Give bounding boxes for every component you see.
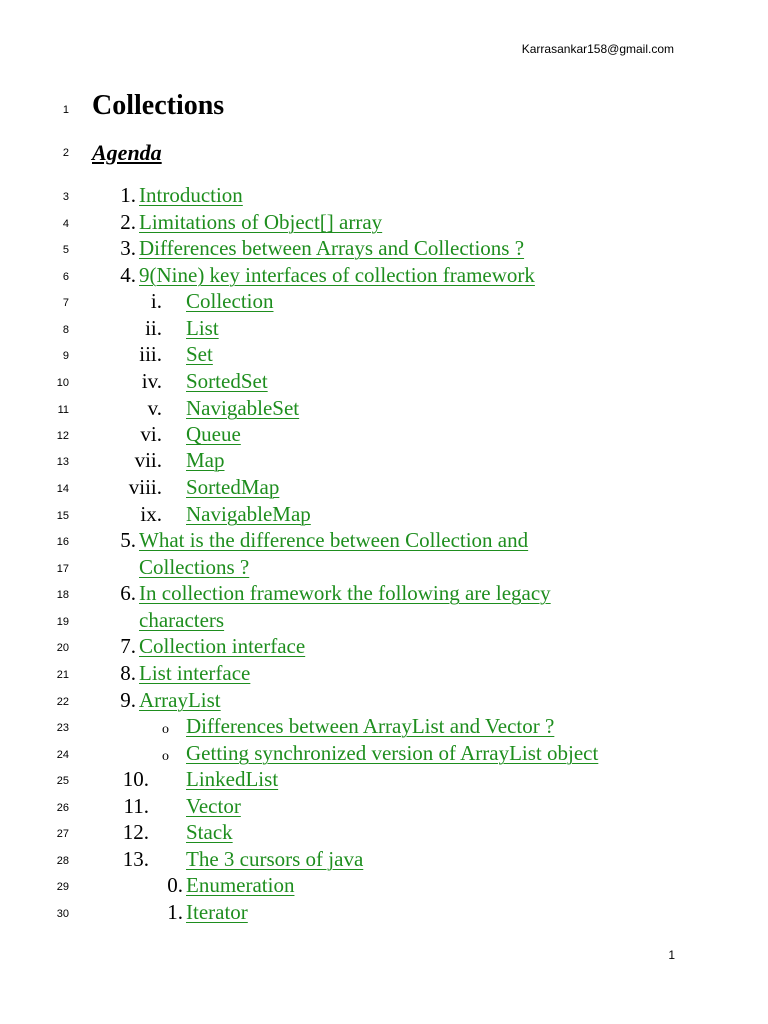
- toc-marker: 13.: [122, 847, 149, 871]
- toc-marker: vi.: [140, 422, 162, 446]
- toc-marker: 5.: [120, 528, 136, 552]
- toc-marker: 12.: [122, 820, 149, 844]
- agenda-heading: Agenda: [92, 140, 162, 165]
- page-number: 1: [668, 948, 675, 962]
- toc-marker: 11.: [123, 794, 149, 818]
- toc-link[interactable]: List interface: [139, 661, 251, 685]
- page-title: Collections: [92, 90, 225, 121]
- line-number: 30: [56, 908, 69, 920]
- line-number: 11: [57, 404, 69, 416]
- toc-marker: ii.: [145, 316, 162, 340]
- toc-marker: 0.: [167, 873, 183, 897]
- toc-marker: iii.: [139, 342, 162, 366]
- line-number: 2: [62, 147, 69, 159]
- line-number: 15: [56, 510, 69, 522]
- line-number: 5: [62, 244, 69, 256]
- toc-marker: v.: [147, 396, 162, 420]
- bullet-icon: o: [162, 749, 169, 764]
- toc-link[interactable]: Differences between ArrayList and Vector ?: [186, 714, 555, 738]
- toc-marker: 10.: [122, 767, 149, 791]
- line-number: 29: [56, 881, 69, 893]
- toc-link[interactable]: Collection interface: [139, 634, 306, 658]
- toc-marker: 1.: [167, 900, 183, 924]
- toc-link[interactable]: Map: [186, 448, 225, 472]
- toc-link[interactable]: Queue: [186, 422, 241, 446]
- line-number: 4: [62, 218, 69, 230]
- line-number: 22: [56, 696, 69, 708]
- toc-marker: 4.: [120, 263, 136, 287]
- toc-link[interactable]: 9(Nine) key interfaces of collection framework: [139, 263, 535, 287]
- toc-marker: vii.: [134, 448, 162, 472]
- line-number: 16: [56, 536, 69, 548]
- line-number: 7: [62, 297, 69, 309]
- toc-marker: 2.: [120, 210, 136, 234]
- line-number: 14: [56, 483, 69, 495]
- toc-link[interactable]: Set: [186, 342, 213, 366]
- line-number: 1: [62, 104, 69, 116]
- line-number: 19: [56, 616, 69, 628]
- toc-link[interactable]: Introduction: [139, 183, 243, 207]
- toc-marker: 3.: [120, 236, 136, 260]
- toc-link[interactable]: Enumeration: [186, 873, 295, 897]
- toc-marker: 9.: [120, 688, 136, 712]
- toc-marker: ix.: [140, 502, 162, 526]
- line-number: 21: [56, 669, 69, 681]
- toc-marker: viii.: [128, 475, 162, 499]
- toc-marker: 1.: [120, 183, 136, 207]
- toc-link[interactable]: ArrayList: [139, 688, 221, 712]
- line-number: 27: [56, 828, 69, 840]
- toc-link[interactable]: SortedSet: [186, 369, 268, 393]
- line-number: 28: [56, 855, 69, 867]
- toc-marker: i.: [150, 289, 162, 313]
- toc-marker: 8.: [120, 661, 136, 685]
- toc-link[interactable]: NavigableSet: [186, 396, 300, 420]
- line-number: 13: [56, 456, 69, 468]
- line-number: 20: [56, 642, 69, 654]
- line-number: 6: [62, 271, 69, 283]
- toc-link[interactable]: Getting synchronized version of ArrayList object: [186, 741, 599, 765]
- line-number: 8: [62, 324, 69, 336]
- toc-link[interactable]: NavigableMap: [186, 502, 311, 526]
- line-number: 23: [56, 722, 69, 734]
- toc-link[interactable]: Collections ?: [139, 555, 250, 579]
- line-number: 18: [56, 589, 69, 601]
- toc-link[interactable]: Iterator: [186, 900, 248, 924]
- toc-link[interactable]: Collection: [186, 289, 274, 313]
- line-number: 10: [56, 377, 69, 389]
- toc-link[interactable]: List: [186, 316, 219, 340]
- line-number: 26: [56, 802, 69, 814]
- toc-link[interactable]: characters: [139, 608, 225, 632]
- toc-link[interactable]: What is the difference between Collection and: [139, 528, 529, 552]
- toc-link[interactable]: Stack: [186, 820, 233, 844]
- toc-link[interactable]: Differences between Arrays and Collections ?: [139, 236, 525, 260]
- toc-link[interactable]: LinkedList: [186, 767, 279, 791]
- toc-link[interactable]: SortedMap: [186, 475, 280, 499]
- toc-link[interactable]: In collection framework the following are legacy: [139, 581, 551, 605]
- toc-marker: 7.: [120, 634, 136, 658]
- toc-link[interactable]: The 3 cursors of java: [186, 847, 364, 871]
- header-email: Karrasankar158@gmail.com: [521, 42, 674, 56]
- line-number: 12: [56, 430, 69, 442]
- line-number: 3: [62, 191, 69, 203]
- line-number: 25: [56, 775, 69, 787]
- line-number: 24: [56, 749, 69, 761]
- toc-link[interactable]: Vector: [186, 794, 241, 818]
- toc-marker: iv.: [141, 369, 162, 393]
- toc-marker: 6.: [120, 581, 136, 605]
- toc-link[interactable]: Limitations of Object[] array: [139, 210, 383, 234]
- bullet-icon: o: [162, 722, 169, 737]
- line-number: 17: [56, 563, 69, 575]
- line-number: 9: [62, 350, 69, 362]
